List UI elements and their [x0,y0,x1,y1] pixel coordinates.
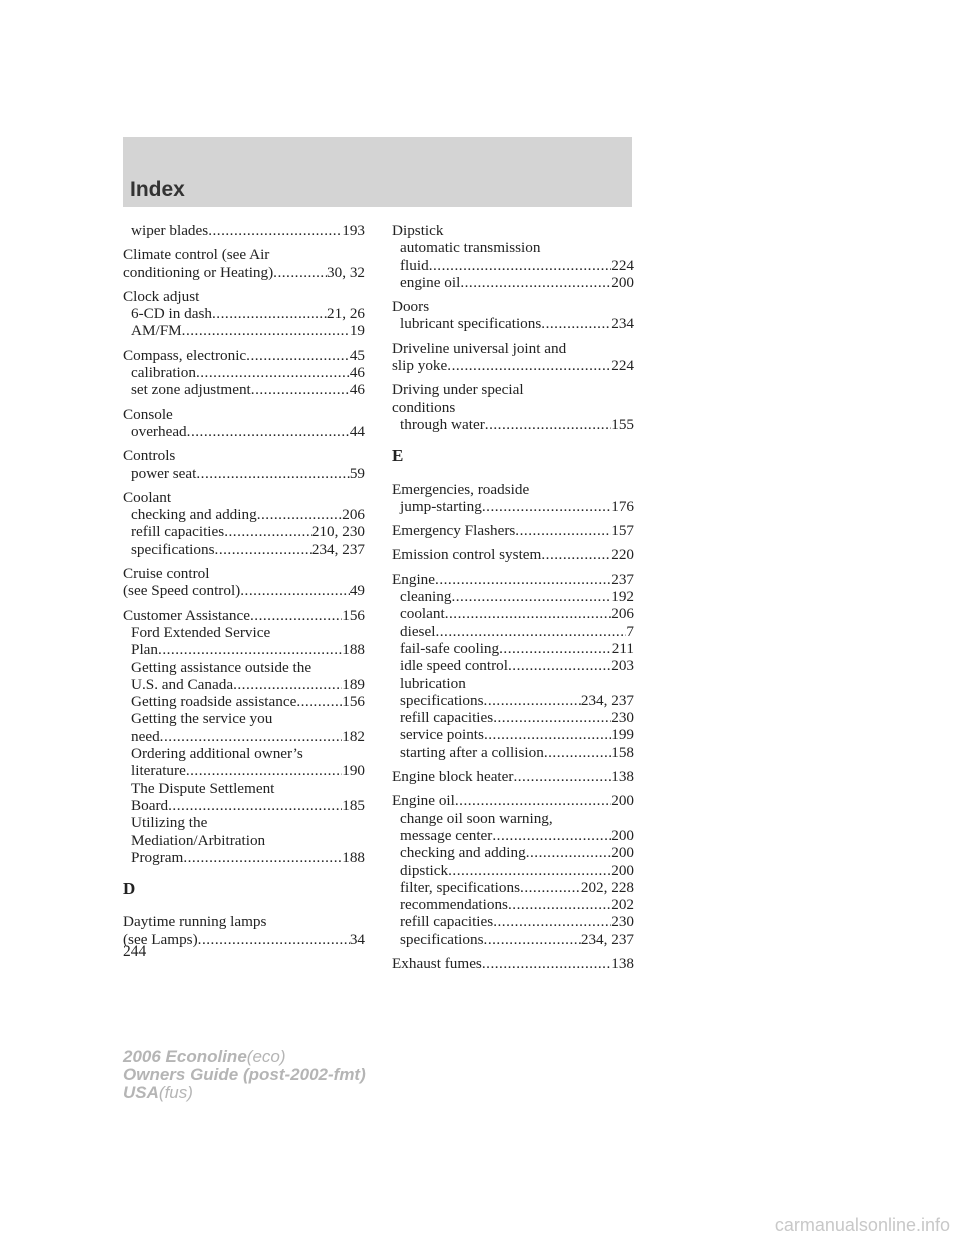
index-term: Engine block heater [392,768,514,786]
index-entry [123,347,365,399]
dot-leader [186,762,342,779]
dot-leader [240,582,350,599]
index-entry [123,406,365,441]
index-term: (see Lamps) [123,930,198,948]
index-subentry-line [392,844,634,861]
index-term: recommendations [400,896,508,914]
index-subentry-line [392,640,634,657]
index-subentry-line [392,315,634,332]
index-page-ref: 202 [611,896,634,914]
index-subentry-line [392,862,634,879]
index-subentry-line [392,827,634,844]
index-subentry-line [392,709,634,726]
index-term: refill capacities [400,709,494,727]
index-subentry-line [392,498,634,515]
index-subentry-line [392,879,634,896]
index-term: change oil soon warning, [400,809,553,827]
index-page-ref: 188 [342,848,365,866]
index-term: power seat [131,464,197,482]
index-subentry-line [392,931,634,948]
index-entry [123,222,365,239]
index-entry-line [392,768,634,785]
index-term: Driveline universal joint and [392,339,567,357]
index-term: Getting roadside assistance [131,693,297,711]
index-term: message center [400,826,493,844]
footer-market: USA [123,1083,159,1102]
dot-leader [451,588,611,605]
index-page-ref: 211 [611,639,634,657]
index-page-ref: 234, 237 [311,540,365,558]
footer-line-2 [123,1066,366,1084]
index-entry-line [392,340,634,357]
index-entry [392,298,634,333]
dot-leader [198,931,350,948]
index-entry [123,288,365,340]
footer-model: 2006 Econoline [123,1047,247,1066]
index-column-right [392,222,634,979]
index-entry-line [392,546,634,563]
index-entry-line [123,347,365,364]
index-entry [392,955,634,972]
index-subentry-line [123,523,365,540]
index-term: Clock adjust [123,287,200,305]
dot-leader [435,571,611,588]
index-term: lubricant specifications [400,315,542,333]
index-term: starting after a collision [400,743,544,761]
index-subentry-line [392,726,634,743]
index-term: specifications [400,691,484,709]
index-page-ref: 190 [342,762,365,780]
index-subentry-line [392,810,634,827]
index-entry-line [123,489,365,506]
index-term: Emergency Flashers [392,522,516,540]
dot-leader [484,692,581,709]
index-page-ref: 138 [611,954,634,972]
dot-leader [447,357,611,374]
dot-leader [493,913,611,930]
dot-leader [215,541,312,558]
index-term: Ordering additional owner’s [131,745,303,763]
index-term: Coolant [123,488,172,506]
index-entry [392,792,634,948]
index-page-ref: 234, 237 [580,930,634,948]
index-term: Console [123,405,173,423]
index-term: Emergencies, roadside [392,480,530,498]
index-term: Compass, electronic [123,346,247,364]
index-term: conditions [392,398,456,416]
index-entry-line [123,447,365,464]
index-term: engine oil [400,273,461,291]
dot-leader [526,844,612,861]
index-subentry-line [392,605,634,622]
index-subentry-line [392,588,634,605]
index-subentry-line [392,416,634,433]
index-page-ref: 210, 230 [311,523,365,541]
index-entry [392,546,634,563]
index-term: Cruise control [123,565,210,583]
dot-leader [541,315,611,332]
dot-leader [196,465,349,482]
index-term: Exhaust fumes [392,954,482,972]
index-term: Program [131,848,184,866]
index-term: Daytime running lamps [123,913,267,931]
index-term: specifications [131,540,215,558]
index-subentry-line [123,728,365,745]
dot-leader [485,416,611,433]
document-footer [123,1048,366,1102]
index-page-ref: 188 [342,641,365,659]
dot-leader [455,792,611,809]
index-term: Engine [392,570,436,588]
index-entry-line [123,607,365,624]
page-number: 244 [123,943,147,960]
index-subentry-line [123,745,365,762]
watermark: carmanualsonline.info [774,1215,950,1235]
index-subentry-line [392,623,634,640]
index-term: wiper blades [131,222,209,239]
index-term: Mediation/Arbitration [131,831,266,849]
index-page-ref: 155 [611,415,634,433]
index-term: fail-safe cooling [400,639,500,657]
index-page-ref: 230 [611,913,634,931]
index-subentry-line [392,913,634,930]
index-entry-line [392,381,634,398]
index-entry-line [123,288,365,305]
dot-leader [482,955,611,972]
index-page-ref: 193 [342,222,365,239]
index-subentry-line [123,641,365,658]
index-entry-line [392,522,634,539]
dot-leader [208,222,342,239]
index-column-left [123,222,365,955]
index-subentry-line [123,849,365,866]
dot-leader [515,522,611,539]
index-page-ref: 200 [611,826,634,844]
dot-leader [508,896,611,913]
index-subentry-line [123,797,365,814]
index-term: Emission control system [392,546,542,564]
index-subentry-line [123,624,365,641]
index-subentry-line [392,692,634,709]
index-subentry-line [123,465,365,482]
index-entry-line [123,246,365,263]
index-entry-line [123,913,365,930]
index-term: refill capacities [131,523,225,541]
index-page-ref: 176 [611,497,634,515]
dot-leader [492,827,611,844]
index-term: refill capacities [400,913,494,931]
index-term: cleaning [400,588,452,606]
index-page-ref: 59 [349,464,365,482]
index-subentry-line [123,780,365,797]
index-entry-line [123,582,365,599]
index-term: Dipstick [392,222,444,239]
footer-market-code: (fus) [158,1083,193,1102]
index-term: filter, specifications [400,878,521,896]
index-section-letter: E [392,446,404,466]
index-subentry-line [123,305,365,322]
index-entry-line [392,298,634,315]
index-term: Doors [392,298,430,316]
index-entry [123,913,365,948]
index-entry-line [123,406,365,423]
index-page-ref: 49 [349,582,365,600]
dot-leader [445,605,612,622]
index-term: specifications [400,930,484,948]
index-entry-line [392,222,634,239]
footer-line-1 [123,1048,366,1066]
footer-guide-name: Owners Guide (post-2002-fmt) [123,1065,366,1084]
dot-leader [187,423,350,440]
index-subentry-line [123,814,365,831]
index-page-ref: 200 [611,861,634,879]
index-page-ref: 30, 32 [327,263,365,281]
index-term: Driving under special [392,381,524,399]
page-title: Index [130,178,185,201]
dot-leader [296,693,342,710]
index-subentry-line [392,675,634,692]
index-term: Customer Assistance [123,606,250,624]
index-term: Board [131,796,169,814]
index-page-ref: 34 [349,930,365,948]
index-entry [123,565,365,600]
index-page-ref: 206 [611,605,634,623]
index-term: Utilizing the [131,814,208,832]
index-subentry-line [392,257,634,274]
dot-leader [484,726,611,743]
dot-leader [499,640,612,657]
dot-leader [246,347,350,364]
dot-leader [168,797,342,814]
index-term: calibration [131,364,196,382]
index-entry [123,246,365,281]
dot-leader [513,768,611,785]
index-term: coolant [400,605,445,623]
dot-leader [250,607,342,624]
index-term: Ford Extended Service [131,623,271,641]
index-entry [392,381,634,433]
index-entry-line [392,955,634,972]
index-page-ref: 224 [611,256,634,274]
dot-leader [273,264,327,281]
index-section-letter: D [123,879,136,899]
dot-leader [541,546,611,563]
index-page-ref: 234, 237 [580,691,634,709]
index-subentry-line [123,710,365,727]
index-subentry-line [123,322,365,339]
index-subentry-line [123,222,365,239]
index-page-ref: 200 [611,273,634,291]
dot-leader [158,641,342,658]
index-term: Engine oil [392,792,455,810]
index-subentry-line [392,657,634,674]
index-subentry-line [123,364,365,381]
index-subentry-line [123,381,365,398]
index-term: service points [400,726,484,744]
index-entry-line [392,481,634,498]
index-page-ref: 46 [349,381,365,399]
index-entry [392,571,634,761]
index-subentry-line [123,762,365,779]
index-entry-line [123,565,365,582]
index-subentry-line [123,541,365,558]
index-page-ref: 199 [611,726,634,744]
index-page-ref: 7 [626,622,634,640]
index-page-ref: 46 [349,364,365,382]
index-page-ref: 158 [611,743,634,761]
index-entry-line [392,792,634,809]
dot-leader [212,305,327,322]
index-term: checking and adding [131,506,257,524]
dot-leader [224,523,312,540]
index-page-ref: 202, 228 [580,878,634,896]
dot-leader [257,506,343,523]
dot-leader [484,931,581,948]
index-term: fluid [400,256,429,274]
index-term: (see Speed control) [123,582,241,600]
index-term: slip yoke [392,357,448,375]
index-page-ref: 224 [611,357,634,375]
footer-line-3 [123,1084,366,1102]
index-term: diesel [400,622,436,640]
index-page-ref: 156 [342,693,365,711]
index-entry [392,222,634,291]
index-term: overhead [131,422,187,440]
index-term: jump-starting [400,497,482,515]
index-term: literature [131,762,186,780]
index-page-ref: 200 [611,792,634,810]
index-subentry-line [123,423,365,440]
dot-leader [251,381,350,398]
dot-leader [460,274,611,291]
index-subentry-line [123,693,365,710]
index-term: conditioning or Heating) [123,263,274,281]
index-term: idle speed control [400,657,508,675]
index-subentry-line [123,659,365,676]
index-page-ref: 234 [611,315,634,333]
index-page-ref: 185 [342,796,365,814]
dot-leader [429,257,612,274]
index-term: automatic transmission [400,239,541,257]
index-subentry-line [123,832,365,849]
dot-leader [508,657,611,674]
index-page-ref: 189 [342,675,365,693]
index-term: lubrication [400,674,466,692]
index-subentry-line [123,676,365,693]
index-page-ref: 192 [611,588,634,606]
index-term: Getting the service you [131,710,273,728]
index-entry-line [392,399,634,416]
index-page-ref: 237 [611,570,634,588]
index-term: through water [400,415,485,433]
index-page-ref: 182 [342,727,365,745]
index-subentry-line [392,896,634,913]
index-page-ref: 230 [611,709,634,727]
dot-leader [196,364,350,381]
index-entry-line [123,931,365,948]
index-term: Climate control (see Air [123,246,270,264]
dot-leader [233,676,342,693]
dot-leader [182,322,350,339]
index-entry-line [392,357,634,374]
dot-leader [448,862,611,879]
index-subentry-line [392,239,634,256]
index-entry [123,489,365,558]
index-term: AM/FM [131,322,182,340]
index-page-ref: 156 [342,606,365,624]
index-page-ref: 200 [611,844,634,862]
index-page-ref: 19 [349,322,365,340]
index-entry [392,522,634,539]
index-term: 6-CD in dash [131,305,212,323]
dot-leader [435,623,626,640]
index-page-ref: 220 [611,546,634,564]
index-subentry-line [392,274,634,291]
index-term: U.S. and Canada [131,675,234,693]
index-term: checking and adding [400,844,526,862]
index-term: need [131,727,160,745]
footer-model-code: (eco) [246,1047,286,1066]
dot-leader [493,709,611,726]
header-band [123,137,632,207]
index-page-ref: 203 [611,657,634,675]
dot-leader [482,498,611,515]
index-term: dipstick [400,861,449,879]
index-subentry-line [123,506,365,523]
dot-leader [544,744,611,761]
index-entry [392,768,634,785]
index-entry [392,340,634,375]
dot-leader [160,728,343,745]
index-page-ref: 138 [611,768,634,786]
index-term: Plan [131,641,159,659]
index-entry-line [123,264,365,281]
index-page-ref: 45 [349,346,365,364]
dot-leader [520,879,581,896]
index-page-ref: 21, 26 [327,305,365,323]
index-term: Controls [123,447,176,465]
index-subentry-line [392,744,634,761]
index-entry [123,447,365,482]
index-entry [123,607,365,866]
index-entry-line [392,571,634,588]
dot-leader [183,849,342,866]
index-term: set zone adjustment [131,381,251,399]
index-term: The Dispute Settlement [131,779,275,797]
index-page-ref: 157 [611,522,634,540]
index-page-ref: 44 [349,422,365,440]
index-entry [392,481,634,516]
index-term: Getting assistance outside the [131,658,312,676]
index-page-ref: 206 [342,506,365,524]
